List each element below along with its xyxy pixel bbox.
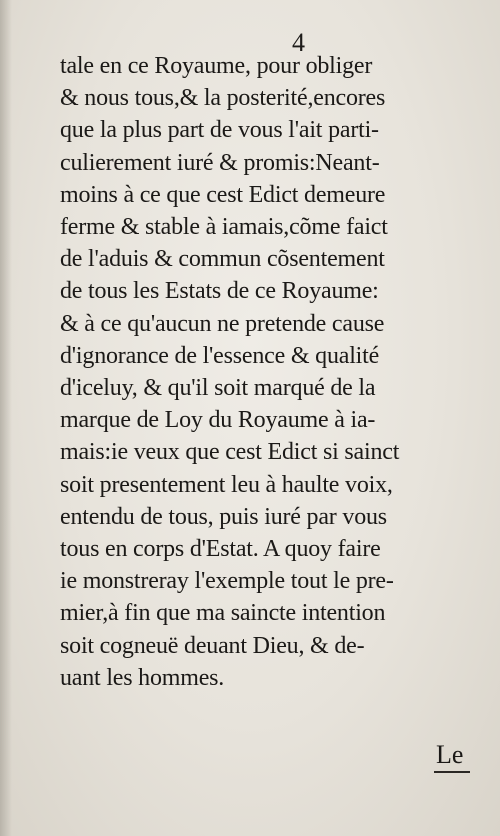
text-line: moins à ce que cest Edict demeure xyxy=(60,181,386,208)
text-line: de l'aduis & commun cõsentement xyxy=(60,246,385,273)
page-number: 4 xyxy=(292,28,305,57)
text-line: de tous les Estats de ce Royaume: xyxy=(60,278,379,305)
catchword: Le xyxy=(436,740,464,769)
text-line: & nous tous,& la posterité,encores xyxy=(60,85,386,112)
text-line: uant les hommes. xyxy=(60,664,225,691)
text-line: ie monstreray l'exemple tout le pre- xyxy=(60,568,394,595)
text-line: mais:ie veux que cest Edict si sainct xyxy=(60,439,400,466)
text-line: que la plus part de vous l'ait parti- xyxy=(60,117,379,144)
text-line: tale en ce Royaume, pour obliger xyxy=(60,53,373,79)
text-line: soit presentement leu à haulte voix, xyxy=(60,471,393,498)
page-gutter-shadow xyxy=(0,0,12,836)
text-line: & à ce qu'aucun ne pretende cause xyxy=(60,310,385,337)
text-line: marque de Loy du Royaume à ia- xyxy=(60,407,376,434)
text-line: culierement iuré & promis:Neant- xyxy=(60,149,380,176)
text-line: d'iceluy, & qu'il soit marqué de la xyxy=(60,375,376,402)
text-line: mier,à fin que ma saincte intention xyxy=(60,600,386,627)
catchword-underline xyxy=(434,771,470,773)
text-line: d'ignorance de l'essence & qualité xyxy=(60,342,380,369)
body-text xyxy=(60,50,490,694)
text-line: entendu de tous, puis iuré par vous xyxy=(60,503,387,530)
text-line: ferme & stable à iamais,cõme faict xyxy=(60,214,388,241)
text-line: soit cogneuë deuant Dieu, & de- xyxy=(60,632,365,659)
text-line: tous en corps d'Estat. A quoy faire xyxy=(60,536,381,563)
